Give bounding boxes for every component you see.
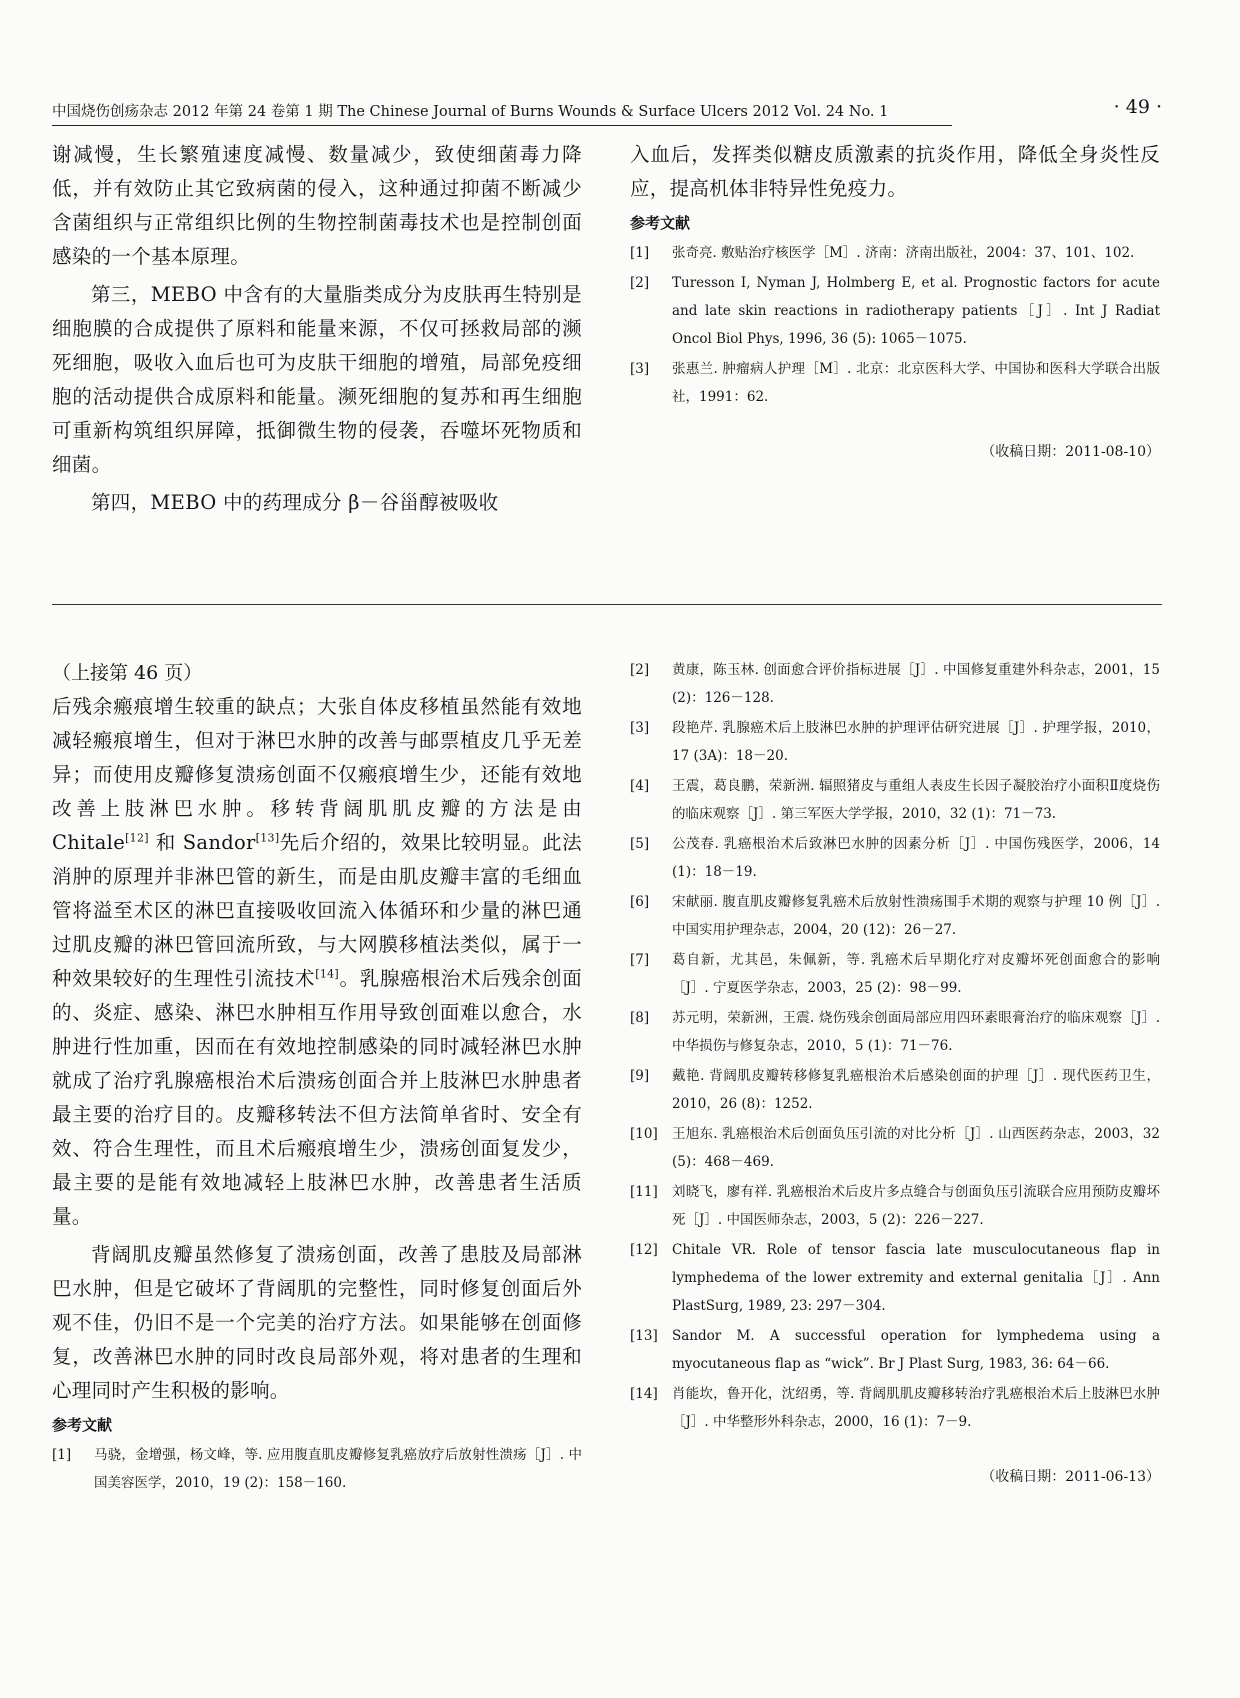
reference-item: [12] Chitale VR. Role of tensor fascia late musculocutaneous flap in lymphedema of the lower extremity and external genitalia［J］. Ann PlastSurg, 1989, 23: 297－304. [630, 1242, 1160, 1314]
paragraph: 第三，MEBO 中含有的大量脂类成分为皮肤再生特别是细胞膜的合成提供了原料和能量来源，不仅可拯救局部的濒死细胞，吸收入血后也可为皮肤干细胞的增殖，局部免疫细胞的活动提供合成原料和能量。濒死细胞的复苏和再生细胞可重新构筑组织屏障，抵御微生物的侵袭，吞噬坏死物质和细菌。 [52, 283, 582, 476]
citation[interactable]: [12] [125, 831, 149, 845]
reference-item: [13] Sandor M. A successful operation for lymphedema using a myocutaneous flap as “wick”. Br J Plast Surg, 1983, 36: 64－66. [630, 1328, 1160, 1372]
references-heading: 参考文献 [630, 214, 691, 232]
bottom-right-column [630, 656, 1160, 1486]
running-header [52, 96, 1162, 126]
reference-item: [11] 刘晓飞，廖有祥. 乳癌根治术后皮片多点缝合与创面负压引流联合应用预防皮瓣坏死［J］. 中国医师杂志，2003，5 (2)：226－227. [630, 1184, 1160, 1228]
citation[interactable]: [13] [255, 831, 280, 845]
reference-item: [1] 张奇亮. 敷贴治疗核医学［M］. 济南：济南出版社，2004：37、101、102. [630, 245, 1135, 261]
reference-item: [3] 张惠兰. 肿瘤病人护理［M］. 北京：北京医科大学、中国协和医科大学联合出版社，1991：62. [630, 361, 1160, 405]
top-right-column [630, 138, 1160, 461]
reference-item: [6] 宋献丽. 腹直肌皮瓣修复乳癌术后放射性溃疡围手术期的观察与护理 10 例［J］. 中国实用护理杂志，2004，20 (12)：26－27. [630, 894, 1160, 938]
reference-item: [7] 葛自新，尤其邑，朱佩新，等. 乳癌术后早期化疗对皮瓣坏死创面愈合的影响［J］. 宁夏医学杂志，2003，25 (2)：98－99. [630, 952, 1160, 996]
received-date: （收稿日期：2011-08-10） [981, 444, 1160, 460]
reference-item: [5] 公茂春. 乳癌根治术后致淋巴水肿的因素分析［J］. 中国伤残医学，2006，14 (1)：18－19. [630, 836, 1160, 880]
continued-note: （上接第 46 页） [52, 662, 203, 684]
reference-item: [4] 王震，葛良鹏，荣新洲. 辐照猪皮与重组人表皮生长因子凝胶治疗小面积Ⅱ度烧伤的临床观察［J］. 第三军医大学学报，2010，32 (1)：71－73. [630, 778, 1160, 822]
reference-list [52, 1441, 582, 1497]
reference-item: [10] 王旭东. 乳癌根治术后创面负压引流的对比分析［J］. 山西医药杂志，2003，32 (5)：468－469. [630, 1126, 1160, 1170]
journal-header: 中国烧伤创疡杂志 2012 年第 24 卷第 1 期 The Chinese Journal of Burns Wounds & Surface Ulcers 2012 Vol. 24 No. 1 [52, 100, 952, 126]
paragraph: 背阔肌皮瓣虽然修复了溃疡创面，改善了患肢及局部淋巴水肿，但是它破坏了背阔肌的完整性，同时修复创面后外观不佳，仍旧不是一个完美的治疗方法。如果能够在创面修复，改善淋巴水肿的同时改良局部外观，将对患者的生理和心理同时产生积极的影响。 [52, 1243, 582, 1402]
paragraph: 谢减慢，生长繁殖速度减慢、数量减少，致使细菌毒力降低，并有效防止其它致病菌的侵入，这种通过抑菌不断减少含菌组织与正常组织比例的生物控制菌毒技术也是控制创面感染的一个基本原理。 [52, 143, 582, 268]
paragraph: 入血后，发挥类似糖皮质激素的抗炎作用，降低全身炎性反应，提高机体非特异性免疫力。 [630, 143, 1160, 200]
citation[interactable]: [14] [315, 967, 340, 981]
reference-item: [1] 马骁，金增强，杨文峰，等. 应用腹直肌皮瓣修复乳癌放疗后放射性溃疡［J］. 中国美容医学，2010，19 (2)：158－160. [52, 1447, 582, 1491]
reference-item: [2] Turesson I, Nyman J, Holmberg E, et al. Prognostic factors for acute and late skin reactions in radiotherapy patients［J］. Int J Radiat Oncol Biol Phys, 1996, 36 (5): 1065－1075. [630, 275, 1160, 347]
section-divider [52, 604, 1162, 605]
page-number: · 49 · [1113, 96, 1162, 118]
reference-item: [8] 苏元明，荣新洲，王震. 烧伤残余创面局部应用四环素眼膏治疗的临床观察［J］. 中华损伤与修复杂志，2010，5 (1)：71－76. [630, 1010, 1160, 1054]
reference-item: [3] 段艳芹. 乳腺癌术后上肢淋巴水肿的护理评估研究进展［J］. 护理学报，2010，17 (3A)：18－20. [630, 720, 1160, 764]
references-heading: 参考文献 [52, 1416, 113, 1434]
paragraph: 后残余瘢痕增生较重的缺点；大张自体皮移植虽然能有效地减轻瘢痕增生，但对于淋巴水肿的改善与邮票植皮几乎无差异；而使用皮瓣修复溃疡创面不仅瘢痕增生少，还能有效地改善上肢淋巴水肿。移转背阔肌肌皮瓣的方法是由 Chitale[12] 和 Sandor[13]先后介绍的，效果比较明显。此法消肿的原理并非淋巴管的新生，而是由肌皮瓣丰富的毛细血管将溢至术区的淋巴直接吸收回流入体循环和少量的淋巴通过肌皮瓣的淋巴管回流所致，与大网膜移植法类似，属于一种效果较好的生理性引流技术[14]。乳腺癌根治术后残余创面的、炎症、感染、淋巴水肿相互作用导致创面难以愈合，水肿进行性加重，因而在有效地控制感染的同时减轻淋巴水肿就成了治疗乳腺癌根治术后溃疡创面合并上肢淋巴水肿患者最主要的治疗目的。皮瓣移转法不但方法简单省时、安全有效、符合生理性，而且术后瘢痕增生少，溃疡创面复发少，最主要的是能有效地减轻上肢淋巴水肿，改善患者生活质量。 [52, 695, 582, 1228]
reference-item: [9] 戴艳. 背阔肌皮瓣转移修复乳癌根治术后感染创面的护理［J］. 现代医药卫生，2010，26 (8)：1252. [630, 1068, 1160, 1112]
top-left-column [52, 138, 582, 520]
received-date: （收稿日期：2011-06-13） [981, 1469, 1160, 1485]
bottom-left-column [52, 656, 582, 1499]
reference-item: [14] 肖能坎，鲁开化，沈绍勇，等. 背阔肌肌皮瓣移转治疗乳癌根治术后上肢淋巴水肿［J］. 中华整形外科杂志，2000，16 (1)：7－9. [630, 1386, 1160, 1430]
reference-list [630, 239, 1160, 411]
paragraph: 第四，MEBO 中的药理成分 β－谷甾醇被吸收 [91, 491, 499, 514]
reference-item: [2] 黄康，陈玉林. 创面愈合评价指标进展［J］. 中国修复重建外科杂志，2001，15 (2)：126－128. [630, 662, 1160, 706]
reference-list [630, 656, 1160, 1436]
